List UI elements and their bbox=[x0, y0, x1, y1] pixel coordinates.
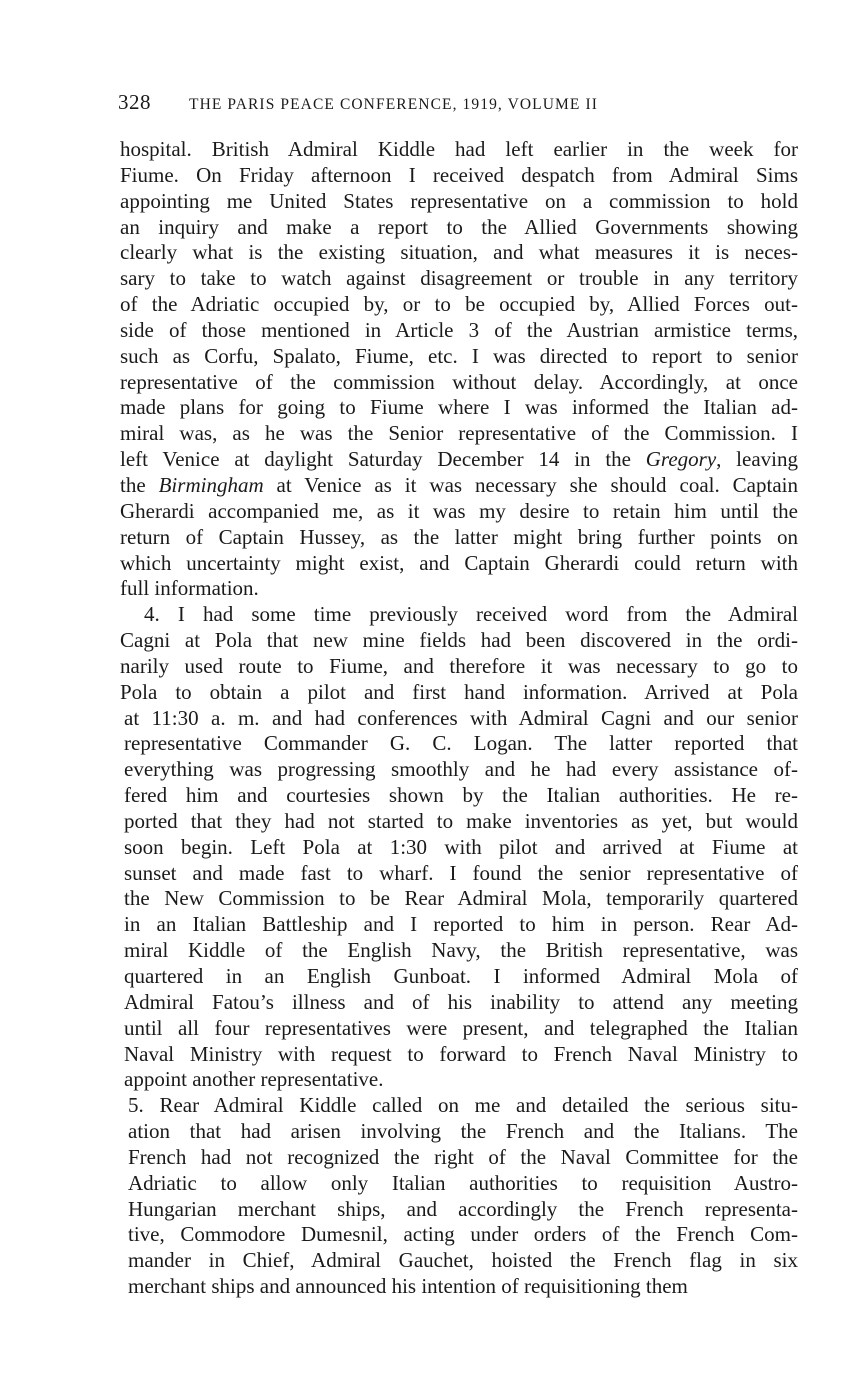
text-line: everything was progressing smoothly and he had every assistance of- bbox=[124, 757, 798, 782]
text-line: until all four representatives were present, and telegraphed the Italian bbox=[124, 1015, 798, 1040]
text-line: appointing me United States representative on a commission to hold bbox=[120, 188, 798, 213]
text-line: representative Commander G. C. Logan. The latter reported that bbox=[124, 731, 798, 756]
text-line: representative of the commission without delay. Accordingly, at once bbox=[120, 369, 798, 394]
text-line: mander in Chief, Admiral Gauchet, hoisted the French flag in six bbox=[128, 1248, 798, 1273]
text-line: Admiral Fatou’s illness and of his inability to attend any meeting bbox=[124, 989, 798, 1014]
text-line: 5. Rear Admiral Kiddle called on me and detailed the serious situ- bbox=[128, 1093, 798, 1118]
text-line: of the Adriatic occupied by, or to be occupied by, Allied Forces out- bbox=[120, 292, 798, 317]
text-line: sunset and made fast to wharf. I found the senior representative of bbox=[124, 860, 798, 885]
text-line: Hungarian merchant ships, and accordingly the French representa- bbox=[128, 1196, 798, 1221]
text-line: 4. I had some time previously received word from the Admiral bbox=[144, 602, 798, 627]
running-head: THE PARIS PEACE CONFERENCE, 1919, VOLUME II bbox=[189, 96, 598, 113]
text-line: Gherardi accompanied me, as it was my desire to retain him until the bbox=[120, 498, 798, 523]
italic-ship-name: Gregory bbox=[645, 447, 717, 472]
text-line: in an Italian Battleship and I reported to him in person. Rear Ad- bbox=[124, 912, 798, 937]
text-line: soon begin. Left Pola at 1:30 with pilot and arrived at Fiume at bbox=[124, 834, 798, 859]
text-line: such as Corfu, Spalato, Fiume, etc. I was directed to report to senior bbox=[120, 343, 798, 368]
text-line: miral Kiddle of the English Navy, the British representative, was bbox=[124, 938, 798, 963]
text-line: ported that they had not started to make inventories as yet, but would bbox=[124, 808, 798, 833]
text-line: sary to take to watch against disagreement or trouble in any territory bbox=[120, 266, 798, 291]
text-line: at 11:30 a. m. and had conferences with Admiral Cagni and our senior bbox=[124, 705, 798, 730]
text-line: made plans for going to Fiume where I was informed the Italian ad- bbox=[120, 395, 798, 420]
text-line: Adriatic to allow only Italian authorities to requisition Austro- bbox=[128, 1170, 798, 1195]
text-line: Naval Ministry with request to forward to French Naval Ministry to bbox=[124, 1041, 798, 1066]
text-line: side of those mentioned in Article 3 of the Austrian armistice terms, bbox=[120, 317, 798, 342]
text-line: miral was, as he was the Senior representative of the Commission. I bbox=[120, 421, 798, 446]
text-line: full information. bbox=[120, 576, 259, 601]
text-line: Fiume. On Friday afternoon I received despatch from Admiral Sims bbox=[120, 162, 798, 187]
text-line: appoint another representative. bbox=[124, 1067, 384, 1092]
text-line: the Birmingham at Venice as it was necessary she should coal. Captain bbox=[120, 472, 798, 497]
text-line: which uncertainty might exist, and Captain Gherardi could return with bbox=[120, 550, 798, 575]
italic-ship-name: Birmingham bbox=[158, 472, 264, 497]
body-text bbox=[120, 137, 798, 1300]
text-line: tive, Commodore Dumesnil, acting under orders of the French Com- bbox=[128, 1222, 798, 1247]
text-line: quartered in an English Gunboat. I informed Admiral Mola of bbox=[124, 964, 798, 988]
text-line: return of Captain Hussey, as the latter might bring further points on bbox=[120, 524, 798, 549]
text-line: clearly what is the existing situation, and what measures it is neces- bbox=[120, 240, 798, 265]
text-line: an inquiry and make a report to the Allied Governments showing bbox=[120, 214, 798, 239]
text-line: Cagni at Pola that new mine fields had been discovered in the ordi- bbox=[120, 628, 798, 653]
text-line: French had not recognized the right of the Naval Committee for the bbox=[128, 1144, 798, 1169]
text-line: ation that had arisen involving the French and the Italians. The bbox=[128, 1119, 798, 1144]
text-line: Pola to obtain a pilot and first hand information. Arrived at Pola bbox=[120, 679, 798, 704]
text-line: left Venice at daylight Saturday December 14 in the Gregory, leaving bbox=[120, 447, 798, 472]
page-number: 328 bbox=[118, 90, 151, 114]
text-line: hospital. British Admiral Kiddle had left earlier in the week for bbox=[120, 137, 798, 161]
page-header bbox=[118, 90, 798, 120]
text-line: merchant ships and announced his intention of requisitioning them bbox=[128, 1274, 688, 1299]
text-line: fered him and courtesies shown by the Italian authorities. He re- bbox=[124, 783, 798, 808]
text-line: narily used route to Fiume, and therefore it was necessary to go to bbox=[120, 653, 798, 678]
text-line: the New Commission to be Rear Admiral Mola, temporarily quartered bbox=[124, 886, 798, 911]
